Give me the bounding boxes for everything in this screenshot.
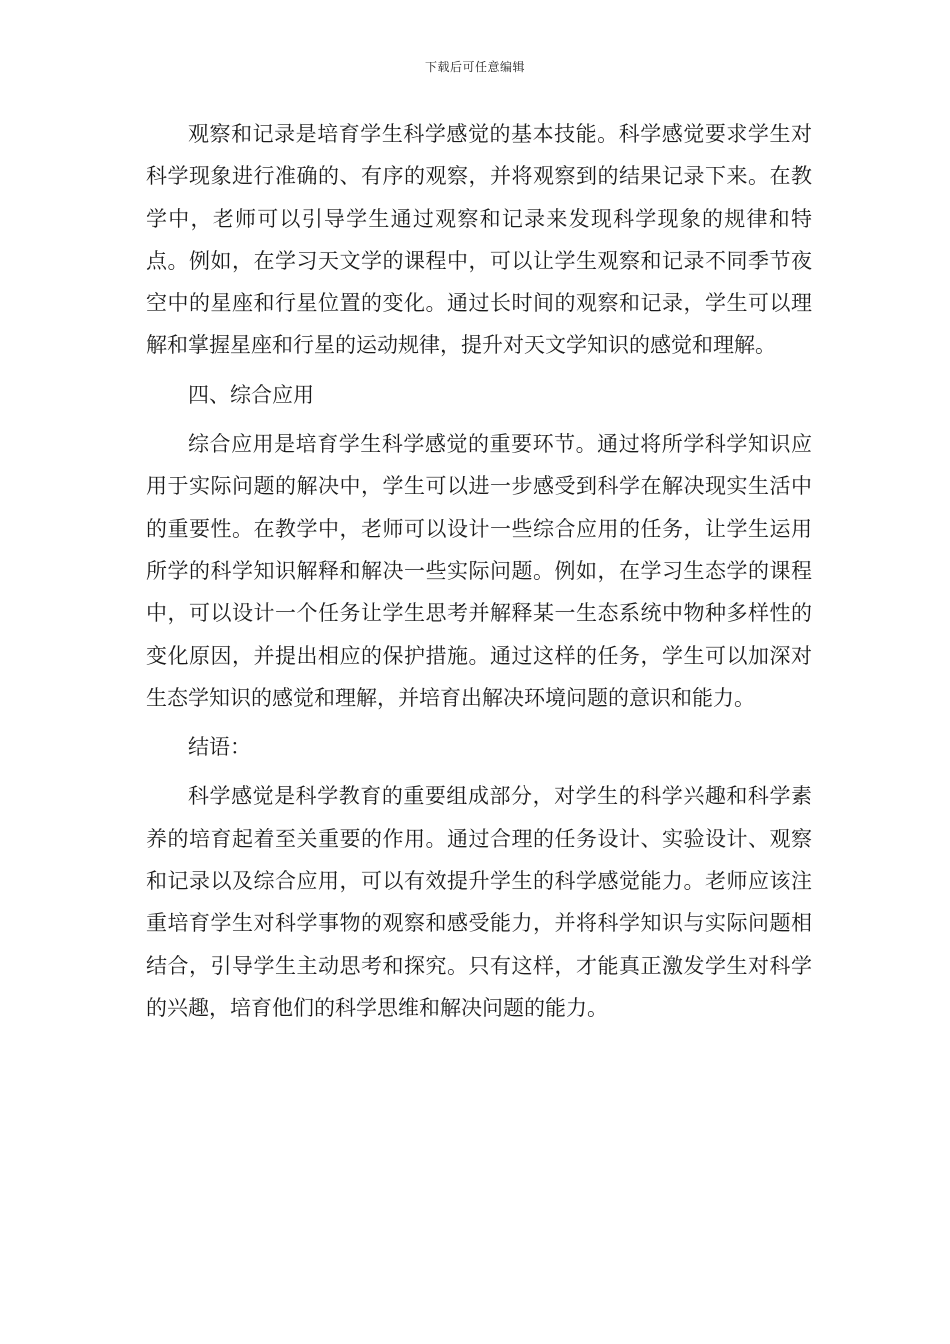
section-heading-comprehensive-application: 四、综合应用 xyxy=(188,382,314,407)
section-heading-conclusion: 结语： xyxy=(188,735,251,760)
paragraph-conclusion: 科学感觉是科学教育的重要组成部分，对学生的科学兴趣和科学素养的培育起着至关重要的作用。通过合理的任务设计、实验设计、观察和记录以及综合应用，可以有效提升学生的科学感觉能力。老师应该注重培育学生对科学事物的观察和感受能力，并将科学知识与实际问题相结合，引导学生主动思考和探究。只有这样，才能真正激发学生对科学的兴趣，培育他们的科学思维和解决问题的能力。 xyxy=(146,784,812,1020)
document-body xyxy=(146,113,812,1036)
paragraph-comprehensive-application: 综合应用是培育学生科学感觉的重要环节。通过将所学科学知识应用于实际问题的解决中，学生可以进一步感受到科学在解决现实生活中的重要性。在教学中，老师可以设计一些综合应用的任务，让学生运用所学的科学知识解释和解决一些实际问题。例如，在学习生态学的课程中，可以设计一个任务让学生思考并解释某一生态系统中物种多样性的变化原因，并提出相应的保护措施。通过这样的任务，学生可以加深对生态学知识的感觉和理解，并培育出解决环境问题的意识和能力。 xyxy=(146,432,812,710)
paragraph-observation: 观察和记录是培育学生科学感觉的基本技能。科学感觉要求学生对科学现象进行准确的、有序的观察，并将观察到的结果记录下来。在教学中，老师可以引导学生通过观察和记录来发现科学现象的规律和特点。例如，在学习天文学的课程中，可以让学生观察和记录不同季节夜空中的星座和行星位置的变化。通过长时间的观察和记录，学生可以理解和掌握星座和行星的运动规律，提升对天文学知识的感觉和理解。 xyxy=(146,122,812,358)
page-header: 下载后可任意编辑 xyxy=(424,60,525,74)
